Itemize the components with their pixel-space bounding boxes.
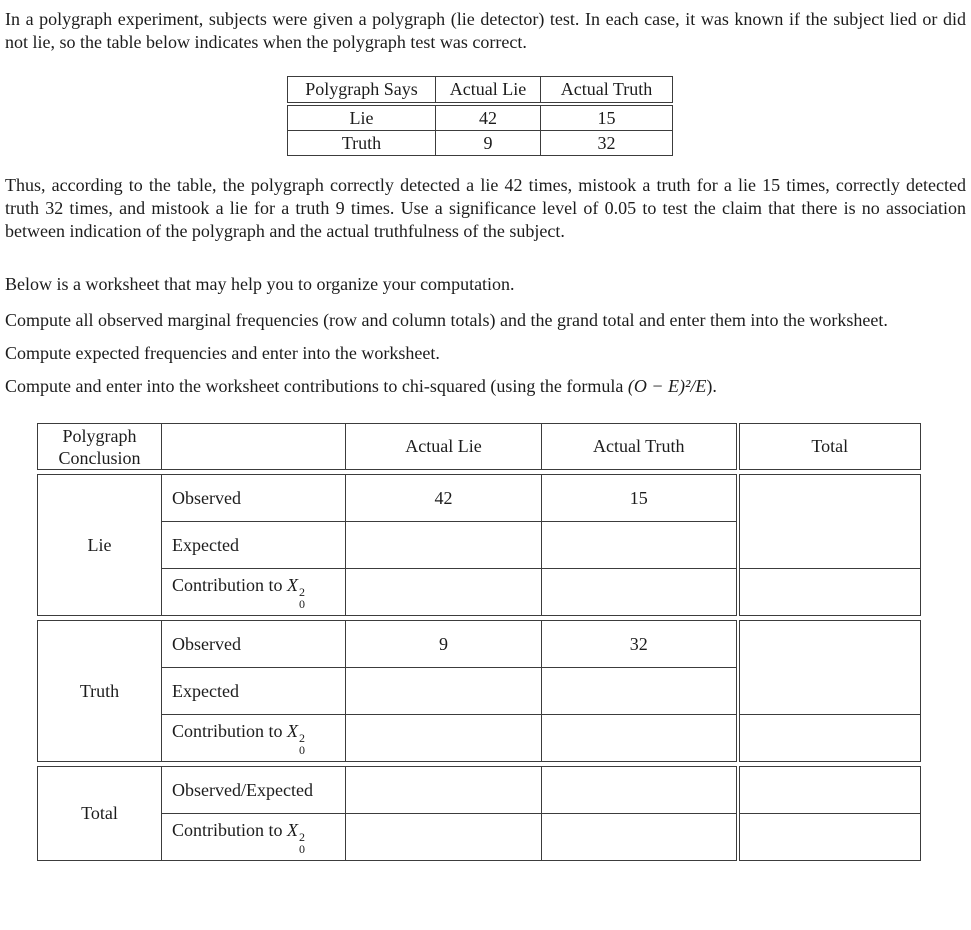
summary-header-polygraph-says: Polygraph Says <box>288 77 436 103</box>
instruction-chi-text: Compute and enter into the worksheet contributions to chi-squared (using the formula <box>5 376 628 396</box>
instruction-chi-suffix: ). <box>706 376 717 396</box>
worksheet-section-label-truth: Truth <box>38 621 162 762</box>
summary-header-actual-lie: Actual Lie <box>436 77 541 103</box>
worksheet-row-label-contribution: Contribution to X 2 0 <box>162 715 346 762</box>
worksheet-cell-total-observed-expected-total <box>738 767 921 814</box>
document-page <box>0 8 971 930</box>
worksheet-cell-total-contribution-actual-truth <box>542 814 738 861</box>
worksheet-cell-lie-observed-actual-lie: 42 <box>346 475 542 522</box>
worksheet-table <box>0 423 971 861</box>
worksheet-row-label-observed-expected: Observed/Expected <box>162 767 346 814</box>
worksheet-cell-truth-expected-actual-lie <box>346 668 542 715</box>
worksheet-cell-total-observed-expected-actual-lie <box>346 767 542 814</box>
worksheet-section-label-lie: Lie <box>38 475 162 616</box>
worksheet-cell-truth-expected-actual-truth <box>542 668 738 715</box>
worksheet-cell-truth-contribution-total <box>738 715 921 762</box>
worksheet-row-label-contribution: Contribution to X 2 0 <box>162 814 346 861</box>
worksheet-cell-lie-expected-actual-truth <box>542 522 738 569</box>
worksheet-cell-lie-observed-expected-total <box>738 475 921 569</box>
worksheet-header-actual-lie: Actual Lie <box>346 424 542 470</box>
worksheet-cell-lie-contribution-total <box>738 569 921 616</box>
worksheet-cell-total-contribution-total <box>738 814 921 861</box>
table-row <box>288 106 673 131</box>
table-row <box>38 814 921 861</box>
summary-table-header <box>287 76 673 103</box>
summary-cell-lie-actual-truth: 15 <box>541 106 673 131</box>
worksheet-cell-total-observed-expected-actual-truth <box>542 767 738 814</box>
table-row <box>38 569 921 616</box>
worksheet-corner-header: Polygraph Conclusion <box>38 424 162 470</box>
worksheet-cell-truth-contribution-actual-lie <box>346 715 542 762</box>
worksheet-header-actual-truth: Actual Truth <box>542 424 738 470</box>
worksheet-header <box>37 423 921 470</box>
worksheet-cell-truth-observed-actual-lie: 9 <box>346 621 542 668</box>
worksheet-header-blank <box>162 424 346 470</box>
worksheet-cell-truth-contribution-actual-truth <box>542 715 738 762</box>
table-row <box>288 131 673 156</box>
table-row <box>38 621 921 668</box>
summary-row-label-truth: Truth <box>288 131 436 156</box>
worksheet-cell-lie-contribution-actual-lie <box>346 569 542 616</box>
worksheet-cell-truth-observed-expected-total <box>738 621 921 715</box>
worksheet-row-label-expected: Expected <box>162 668 346 715</box>
summary-cell-truth-actual-truth: 32 <box>541 131 673 156</box>
worksheet-row-label-observed: Observed <box>162 621 346 668</box>
worksheet-section-total <box>37 766 921 861</box>
summary-table <box>0 76 971 156</box>
summary-cell-truth-actual-lie: 9 <box>436 131 541 156</box>
worksheet-cell-truth-observed-actual-truth: 32 <box>542 621 738 668</box>
summary-cell-lie-actual-lie: 42 <box>436 106 541 131</box>
worksheet-section-truth <box>37 620 921 762</box>
chi-formula: (O − E)²/E <box>627 376 707 396</box>
worksheet-cell-total-contribution-actual-lie <box>346 814 542 861</box>
summary-table-body <box>287 105 673 156</box>
summary-row-label-lie: Lie <box>288 106 436 131</box>
worksheet-row-label-expected: Expected <box>162 522 346 569</box>
instruction-marginals: Compute all observed marginal frequencies (row and column totals) and the grand total and enter them into the worksheet. <box>5 310 888 330</box>
table-row <box>38 475 921 522</box>
table-row <box>38 715 921 762</box>
instruction-expected: Compute expected frequencies and enter into the worksheet. <box>5 343 440 363</box>
instruction-chi <box>0 375 971 398</box>
table-row <box>38 767 921 814</box>
worksheet-row-label-contribution: Contribution to X 2 0 <box>162 569 346 616</box>
worksheet-intro-paragraph: Below is a worksheet that may help you to organize your computation. <box>5 274 515 294</box>
worksheet-section-label-total: Total <box>38 767 162 861</box>
worksheet-cell-lie-contribution-actual-truth <box>542 569 738 616</box>
analysis-paragraph: Thus, according to the table, the polygraph correctly detected a lie 42 times, mistook a truth for a lie 15 times, correctly detected truth 32 times, and mistook a lie for a truth 9 times. Use a significance level of 0.05 to test the claim that there is no association between indication of the polygraph and the actual truthfulness of the subject. <box>5 175 966 241</box>
worksheet-section-lie <box>37 474 921 616</box>
summary-header-actual-truth: Actual Truth <box>541 77 673 103</box>
worksheet-header-total: Total <box>738 424 921 470</box>
worksheet-cell-lie-expected-actual-lie <box>346 522 542 569</box>
intro-paragraph: In a polygraph experiment, subjects were given a polygraph (lie detector) test. In each case, it was known if the subject lied or did not lie, so the table below indicates when the polygraph test was correct. <box>5 9 966 52</box>
worksheet-cell-lie-observed-actual-truth: 15 <box>542 475 738 522</box>
worksheet-row-label-observed: Observed <box>162 475 346 522</box>
